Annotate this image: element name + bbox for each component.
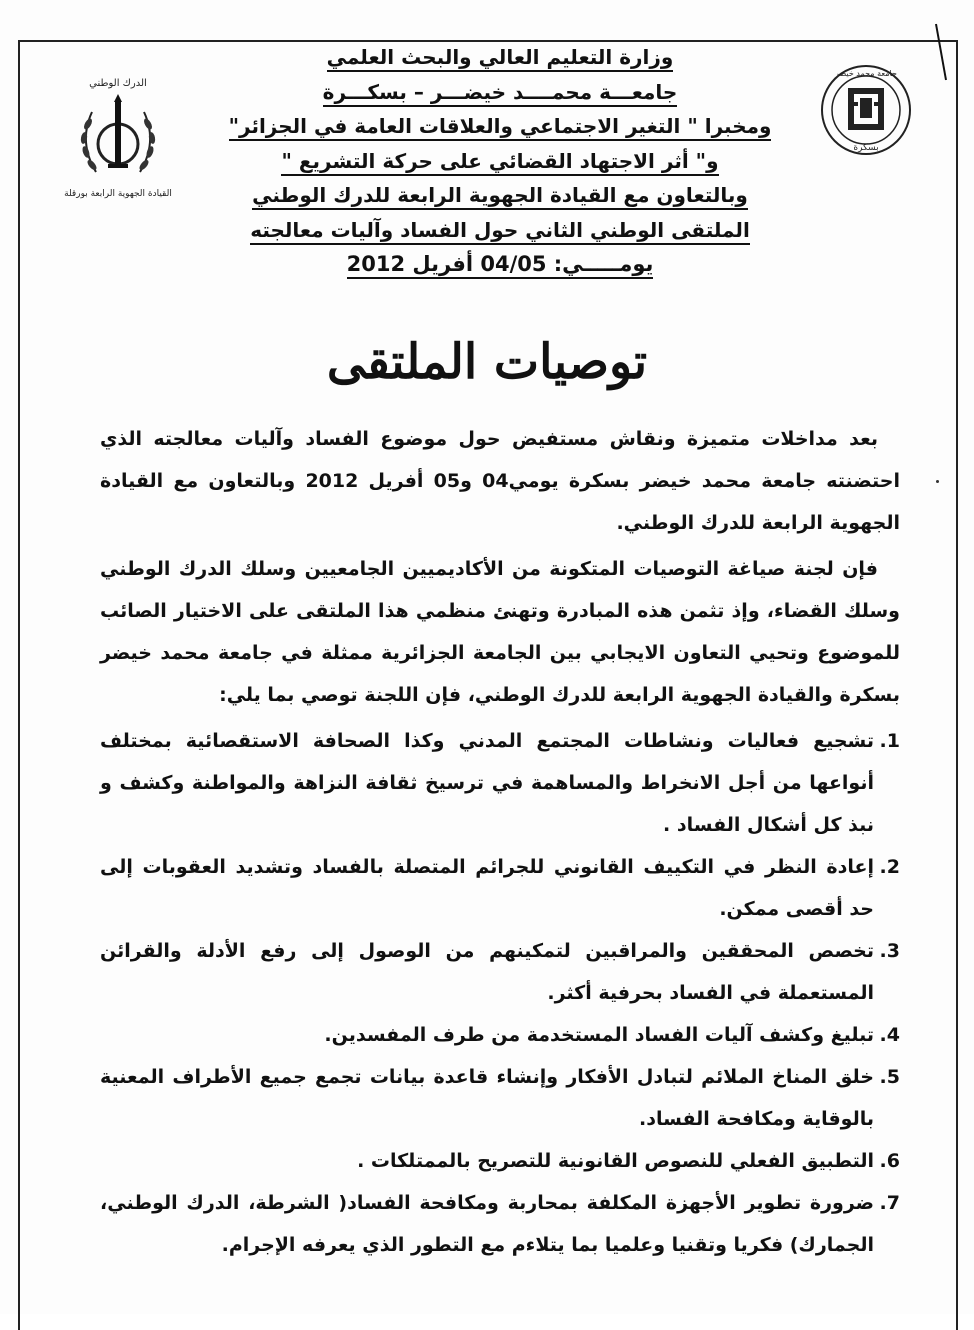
header-date: يومـــــي: 04/05 أفريل 2012 <box>200 247 800 282</box>
recommendation-item <box>100 720 900 846</box>
recommendation-number: 3. <box>879 940 900 962</box>
recommendations-list <box>100 720 900 1266</box>
university-logo-top-text: جامعة محمد خيضر <box>835 69 897 78</box>
recommendation-number: 1. <box>879 730 900 752</box>
recommendation-text: تبليغ وكشف آليات الفساد المستخدمة من طرف المفسدين. <box>324 1024 874 1046</box>
recommendation-item <box>100 1182 900 1266</box>
recommendation-item <box>100 1014 900 1056</box>
recommendation-text: ضرورة تطوير الأجهزة المكلفة بمحاربة ومكافحة الفساد( الشرطة، الدرك الوطني، الجمارك) فكريا وتقنيا وعلميا بما يتلاءم مع التطور الذي يعرفه الإجرام. <box>100 1192 874 1256</box>
header-line-forum: الملتقى الوطني الثاني حول الفساد وآليات معالجته <box>200 213 800 248</box>
recommendation-item <box>100 1140 900 1182</box>
header-line-university: جامعـــة محمــــد خيضـــر – بسكـــرة <box>200 75 800 110</box>
university-logo-bottom-text: بسكرة <box>853 143 879 153</box>
recommendation-item <box>100 1056 900 1140</box>
recommendation-text: تخصص المحققين والمراقبين لتمكينهم من الوصول إلى رفع الأدلة والقرائن المستعملة في الفساد بحرفية أكثر. <box>100 940 874 1004</box>
header-line-lab: ومخبرا " التغير الاجتماعي والعلاقات العامة في الجزائر" <box>200 109 800 144</box>
intro-paragraph: بعد مداخلات متميزة ونقاش مستفيض حول موضوع الفساد وآليات معالجته الذي احتضنته جامعة محمد خيضر بسكرة يومي04 و05 أفريل 2012 وبالتعاون مع القيادة الجهوية الرابعة للدرك الوطني. <box>100 428 900 534</box>
recommendation-item <box>100 930 900 1014</box>
recommendation-item <box>100 846 900 930</box>
pen-mark <box>934 22 948 82</box>
recommendation-number: 4. <box>879 1024 900 1046</box>
recommendation-number: 2. <box>879 856 900 878</box>
document-body <box>100 418 900 1266</box>
page-title: توصيات الملتقى <box>326 334 648 390</box>
gendarmerie-logo-top-text: الدرك الوطني <box>89 78 147 89</box>
recommendation-number: 7. <box>879 1192 900 1214</box>
header-line-jurisprudence: و" أثر الاجتهاد القضائي على حركة التشريع " <box>200 144 800 179</box>
recommendation-text: التطبيق الفعلي للنصوص القانونية للتصريح بالممتلكات . <box>357 1150 874 1172</box>
gendarmerie-logo <box>62 72 174 202</box>
document-header <box>200 40 800 282</box>
committee-paragraph: فإن لجنة صياغة التوصيات المتكونة من الأكاديميين الجامعيين وسلك الدرك الوطني وسلك القضاء، وإذ تثمن هذه المبادرة وتهنئ منظمي هذا الملتقى على الاختيار الصائب للموضوع وتحيي التعاون الايجابي بين الجامعة الجزائرية ممثلة في جامعة محمد خيضر بسكرة والقيادة الجهوية الرابعة للدرك الوطني، فإن اللجنة توصي بما يلي: <box>100 558 900 706</box>
scan-speck <box>936 480 939 483</box>
gendarmerie-logo-bottom-text: القيادة الجهوية الرابعة بورقلة <box>64 189 172 199</box>
recommendation-text: تشجيع فعاليات ونشاطات المجتمع المدني وكذا الصحافة الاستقصائية بمختلف أنواعها من أجل الانخراط والمساهمة في ترسيخ ثقافة النزاهة والمواطنة وكشف و نبذ كل أشكال الفساد . <box>100 730 874 836</box>
recommendation-number: 6. <box>879 1150 900 1172</box>
recommendation-number: 5. <box>879 1066 900 1088</box>
university-logo <box>818 58 914 170</box>
header-line-cooperation: وبالتعاون مع القيادة الجهوية الرابعة للدرك الوطني <box>200 178 800 213</box>
recommendation-text: إعادة النظر في التكييف القانوني للجرائم المتصلة بالفساد وتشديد العقوبات إلى حد أقصى ممكن. <box>100 856 874 920</box>
header-line-ministry: وزارة التعليم العالي والبحث العلمي <box>200 40 800 75</box>
recommendation-text: خلق المناخ الملائم لتبادل الأفكار وإنشاء قاعدة بيانات تجمع جميع الأطراف المعنية بالوقاية ومكافحة الفساد. <box>100 1066 874 1130</box>
